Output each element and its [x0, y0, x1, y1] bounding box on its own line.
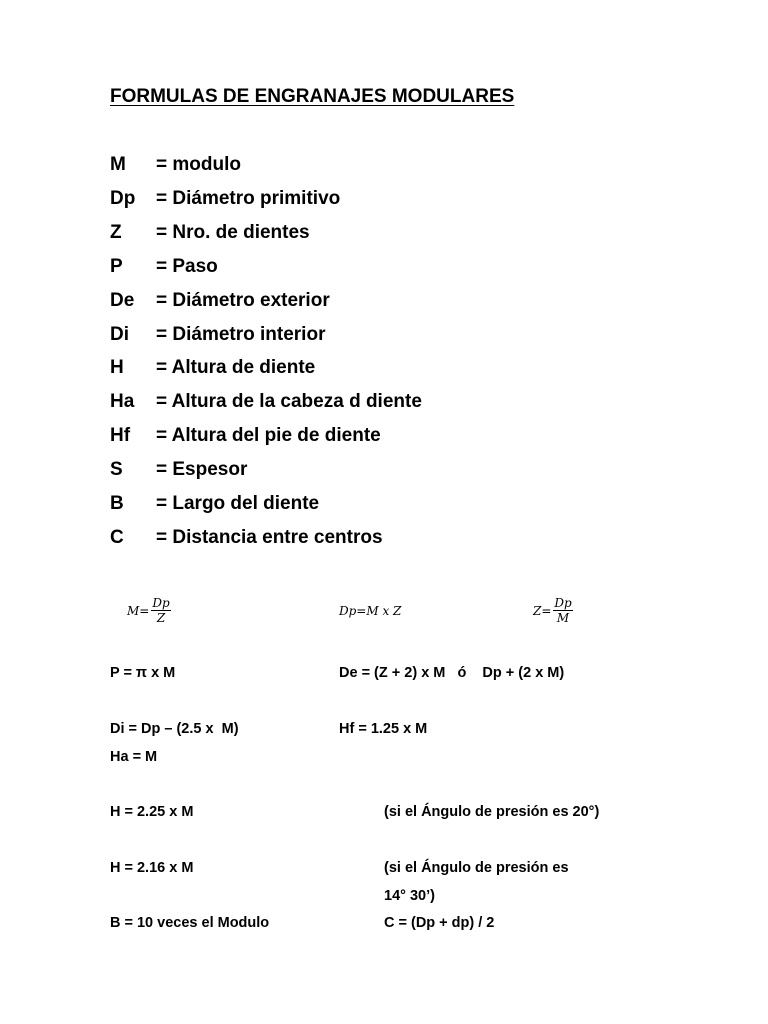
- formula-addendum: Ha = M: [110, 749, 158, 765]
- definition-symbol: C: [110, 526, 124, 548]
- definition-text: = Diámetro exterior: [156, 289, 330, 311]
- definition-text: = Espesor: [156, 459, 248, 481]
- definition-text: = Nro. de dientes: [156, 221, 310, 243]
- definition-symbol: B: [110, 493, 124, 514]
- definition-text: = Altura de la cabeza d diente: [156, 391, 422, 413]
- definition-text: = Altura del pie de diente: [156, 425, 381, 447]
- definition-symbol: H: [110, 357, 124, 379]
- definition-text: = Altura de diente: [156, 357, 316, 379]
- definition-symbol: Ha: [110, 391, 135, 413]
- definition-text: = Largo del diente: [156, 493, 320, 514]
- formula-module-denominator: Z: [156, 611, 166, 625]
- definition-symbol: Z: [110, 221, 122, 243]
- formula-module-fraction: [151, 597, 170, 625]
- formula-module: [127, 597, 171, 625]
- formula-tooth-height-20: H = 2.25 x M: [110, 804, 194, 820]
- note-pressure-angle-20: (si el Ángulo de presión es 20°): [384, 804, 600, 820]
- formula-teeth-denominator: M: [556, 611, 570, 625]
- formula-module-numerator: Dp: [152, 596, 170, 610]
- formula-teeth-numerator: Dp: [554, 596, 572, 610]
- definition-symbol: De: [110, 289, 135, 311]
- formula-root-height: Hf = 1.25 x M: [339, 721, 428, 737]
- formula-pitch-diameter: Dp=M x Z: [339, 604, 402, 618]
- formula-teeth-fraction: [553, 597, 572, 625]
- formula-center-distance: C = (Dp + dp) / 2: [384, 915, 495, 931]
- definition-symbol: S: [110, 459, 123, 481]
- definition-text: = Paso: [156, 255, 218, 277]
- formula-outer-diameter: De = (Z + 2) x M ó Dp + (2 x M): [339, 665, 565, 681]
- formula-teeth: [533, 597, 573, 625]
- definition-symbol: P: [110, 255, 123, 277]
- definition-text: = modulo: [156, 154, 241, 175]
- formula-tooth-length: B = 10 veces el Modulo: [110, 915, 270, 931]
- definition-symbol: M: [110, 154, 126, 175]
- definition-symbol: Di: [110, 323, 129, 345]
- definition-text: = Diámetro primitivo: [156, 187, 341, 209]
- formula-tooth-height-14: H = 2.16 x M: [110, 860, 194, 876]
- definition-text: = Distancia entre centros: [156, 526, 383, 548]
- formula-teeth-lhs: Z=: [533, 604, 552, 618]
- note-pressure-angle-14-line2: 14° 30’): [384, 888, 435, 904]
- formula-inner-diameter: Di = Dp – (2.5 x M): [110, 721, 239, 737]
- definition-symbol: Hf: [110, 425, 131, 447]
- definition-text: = Diámetro interior: [156, 323, 326, 345]
- note-pressure-angle-14-line1: (si el Ángulo de presión es: [384, 860, 569, 876]
- formula-pitch: P = π x M: [110, 665, 176, 681]
- formula-module-lhs: M=: [127, 604, 150, 618]
- page-title: FORMULAS DE ENGRANAJES MODULARES: [110, 86, 515, 107]
- definition-symbol: Dp: [110, 187, 136, 209]
